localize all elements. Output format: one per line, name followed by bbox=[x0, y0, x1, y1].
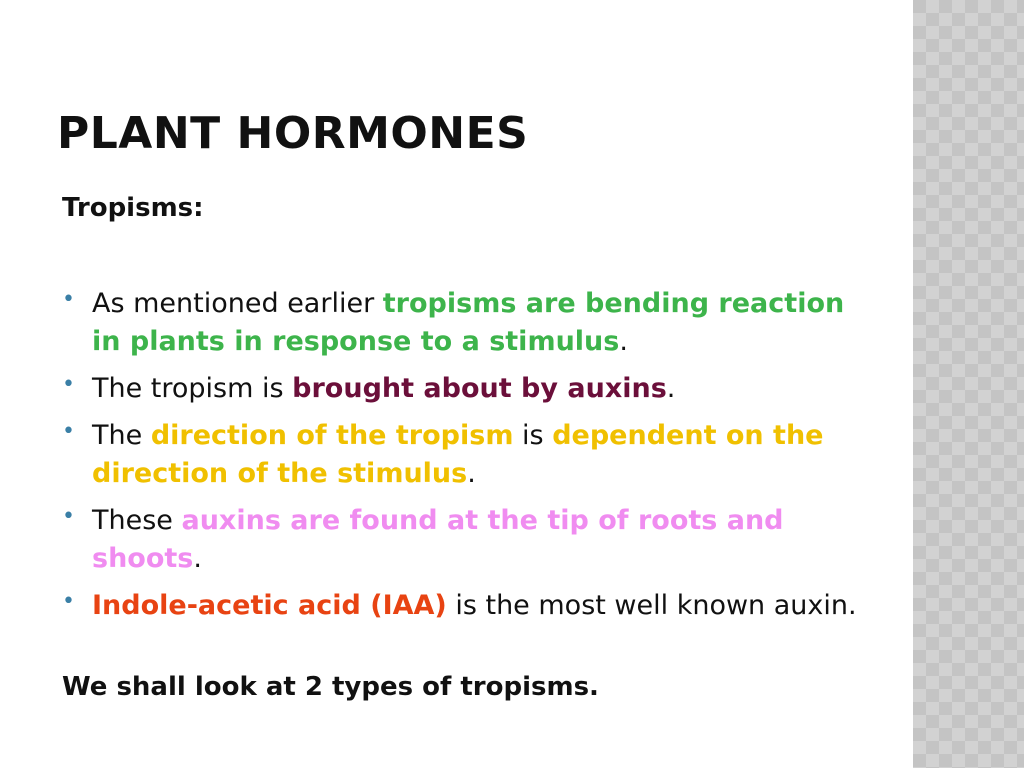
closing-statement: We shall look at 2 types of tropisms. bbox=[62, 672, 599, 702]
bullet-dot-icon: • bbox=[62, 372, 75, 397]
bullet-segment: These bbox=[92, 505, 182, 536]
bullet-item bbox=[62, 502, 862, 578]
bullet-item bbox=[62, 587, 862, 625]
highlight-green: tropisms are bending reaction in plants in response to a stimulus bbox=[92, 288, 845, 357]
bullet-item bbox=[62, 417, 862, 493]
bullet-list bbox=[62, 285, 862, 634]
bullet-segment: The tropism is bbox=[92, 373, 293, 404]
decorative-side-pattern bbox=[913, 0, 1024, 768]
bullet-segment: . bbox=[619, 326, 628, 357]
bullet-segment: The bbox=[92, 420, 151, 451]
bullet-segment: is the most well known auxin. bbox=[446, 590, 857, 621]
highlight-maroon: brought about by auxins bbox=[292, 373, 667, 404]
bullet-item bbox=[62, 285, 862, 361]
slide-subtitle: Tropisms: bbox=[62, 193, 204, 223]
bullet-segment: . bbox=[666, 373, 676, 404]
bullet-dot-icon: • bbox=[62, 419, 75, 444]
highlight-gold: direction of the tropism bbox=[150, 420, 514, 451]
slide-title: PLANT HORMONES bbox=[57, 108, 529, 159]
bullet-item bbox=[62, 370, 862, 408]
highlight-pink: auxins are found at the tip of roots and shoots bbox=[92, 505, 784, 574]
bullet-segment: As mentioned earlier bbox=[92, 288, 383, 319]
highlight-orange: Indole-acetic acid (IAA) bbox=[92, 590, 447, 621]
bullet-segment: . bbox=[193, 543, 202, 574]
bullet-segment: is bbox=[513, 420, 553, 451]
bullet-segment: . bbox=[467, 458, 476, 489]
bullet-dot-icon: • bbox=[62, 287, 75, 312]
highlight-gold: dependent on the direction of the stimulus bbox=[92, 420, 824, 489]
bullet-dot-icon: • bbox=[62, 504, 75, 529]
bullet-dot-icon: • bbox=[62, 589, 75, 614]
